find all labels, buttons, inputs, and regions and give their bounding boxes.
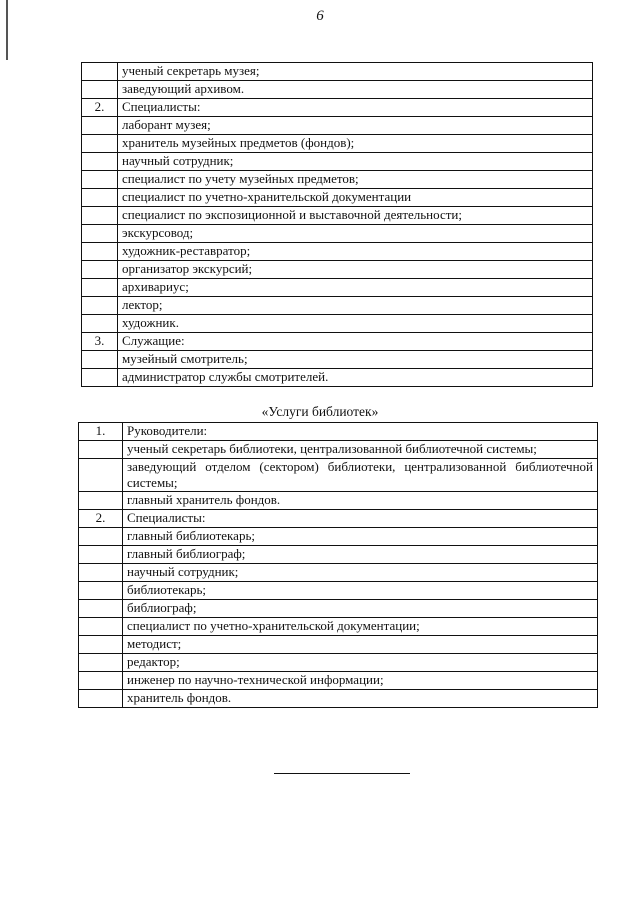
table-row <box>82 207 593 225</box>
table-row <box>79 492 598 510</box>
row-number <box>82 207 118 225</box>
row-number <box>82 63 118 81</box>
position-title: главный хранитель фондов. <box>123 492 598 510</box>
museum-positions-table <box>81 62 593 387</box>
row-number <box>82 171 118 189</box>
table-row <box>82 351 593 369</box>
position-title: заведующий архивом. <box>118 81 593 99</box>
row-number <box>79 492 123 510</box>
table-row <box>82 135 593 153</box>
row-number <box>79 582 123 600</box>
table-row <box>79 672 598 690</box>
table-row <box>82 117 593 135</box>
row-number <box>82 279 118 297</box>
table-row <box>82 261 593 279</box>
position-title: организатор экскурсий; <box>118 261 593 279</box>
row-number: 2. <box>79 510 123 528</box>
row-number <box>82 315 118 333</box>
position-title: экскурсовод; <box>118 225 593 243</box>
position-title: научный сотрудник; <box>118 153 593 171</box>
table-row <box>82 369 593 387</box>
row-number: 1. <box>79 423 123 441</box>
table-row <box>79 582 598 600</box>
row-number <box>82 81 118 99</box>
position-title: специалист по учетно-хранительской документации <box>118 189 593 207</box>
library-positions-table <box>78 422 598 708</box>
table-row <box>79 564 598 582</box>
row-number <box>82 243 118 261</box>
table-row <box>82 243 593 261</box>
row-number <box>79 564 123 582</box>
position-title: специалист по учету музейных предметов; <box>118 171 593 189</box>
library-section-title: «Услуги библиотек» <box>261 404 379 419</box>
table-row <box>79 618 598 636</box>
row-number <box>79 636 123 654</box>
position-title: библиограф; <box>123 600 598 618</box>
row-number <box>79 654 123 672</box>
position-title: Специалисты: <box>123 510 598 528</box>
table-row <box>82 333 593 351</box>
table-row <box>79 546 598 564</box>
row-number <box>79 672 123 690</box>
position-title: специалист по экспозиционной и выставочной деятельности; <box>118 207 593 225</box>
table-row <box>82 171 593 189</box>
table-row <box>79 600 598 618</box>
table-row <box>79 654 598 672</box>
row-number <box>82 117 118 135</box>
table-row <box>82 81 593 99</box>
position-title: музейный смотритель; <box>118 351 593 369</box>
table-row <box>79 423 598 441</box>
position-title: художник. <box>118 315 593 333</box>
row-number <box>82 351 118 369</box>
library-table-body <box>79 423 598 708</box>
position-title: хранитель музейных предметов (фондов); <box>118 135 593 153</box>
position-title: главный библиограф; <box>123 546 598 564</box>
row-number <box>82 189 118 207</box>
row-number <box>79 459 123 492</box>
table-row <box>79 636 598 654</box>
page-number: 6 <box>316 8 324 24</box>
position-title: архивариус; <box>118 279 593 297</box>
position-title: Специалисты: <box>118 99 593 117</box>
table-row <box>79 441 598 459</box>
table-row <box>79 528 598 546</box>
museum-table-body <box>82 63 593 387</box>
end-of-document-rule <box>274 773 410 774</box>
row-number <box>79 618 123 636</box>
row-number: 2. <box>82 99 118 117</box>
table-row <box>82 153 593 171</box>
row-number <box>79 528 123 546</box>
position-title: методист; <box>123 636 598 654</box>
position-title: ученый секретарь библиотеки, централизованной библиотечной системы; <box>123 441 598 459</box>
position-title: лаборант музея; <box>118 117 593 135</box>
row-number <box>79 690 123 708</box>
table-row <box>82 189 593 207</box>
position-title: Служащие: <box>118 333 593 351</box>
row-number <box>82 297 118 315</box>
table-row <box>79 510 598 528</box>
row-number <box>79 441 123 459</box>
table-row <box>82 99 593 117</box>
position-title: художник-реставратор; <box>118 243 593 261</box>
table-row <box>79 690 598 708</box>
row-number <box>82 135 118 153</box>
position-title: заведующий отделом (сектором) библиотеки, централизованной библиотечной системы; <box>123 459 598 492</box>
position-title: администратор службы смотрителей. <box>118 369 593 387</box>
position-title: библиотекарь; <box>123 582 598 600</box>
row-number: 3. <box>82 333 118 351</box>
table-row <box>82 297 593 315</box>
row-number <box>79 546 123 564</box>
position-title: редактор; <box>123 654 598 672</box>
row-number <box>82 369 118 387</box>
position-title: специалист по учетно-хранительской документации; <box>123 618 598 636</box>
row-number <box>82 225 118 243</box>
row-number <box>82 261 118 279</box>
position-title: инженер по научно-технической информации; <box>123 672 598 690</box>
position-title: хранитель фондов. <box>123 690 598 708</box>
table-row <box>79 459 598 492</box>
table-row <box>82 63 593 81</box>
row-number <box>79 600 123 618</box>
table-row <box>82 315 593 333</box>
position-title: главный библиотекарь; <box>123 528 598 546</box>
row-number <box>82 153 118 171</box>
position-title: научный сотрудник; <box>123 564 598 582</box>
position-title: лектор; <box>118 297 593 315</box>
position-title: Руководители: <box>123 423 598 441</box>
table-row <box>82 279 593 297</box>
table-row <box>82 225 593 243</box>
position-title: ученый секретарь музея; <box>118 63 593 81</box>
